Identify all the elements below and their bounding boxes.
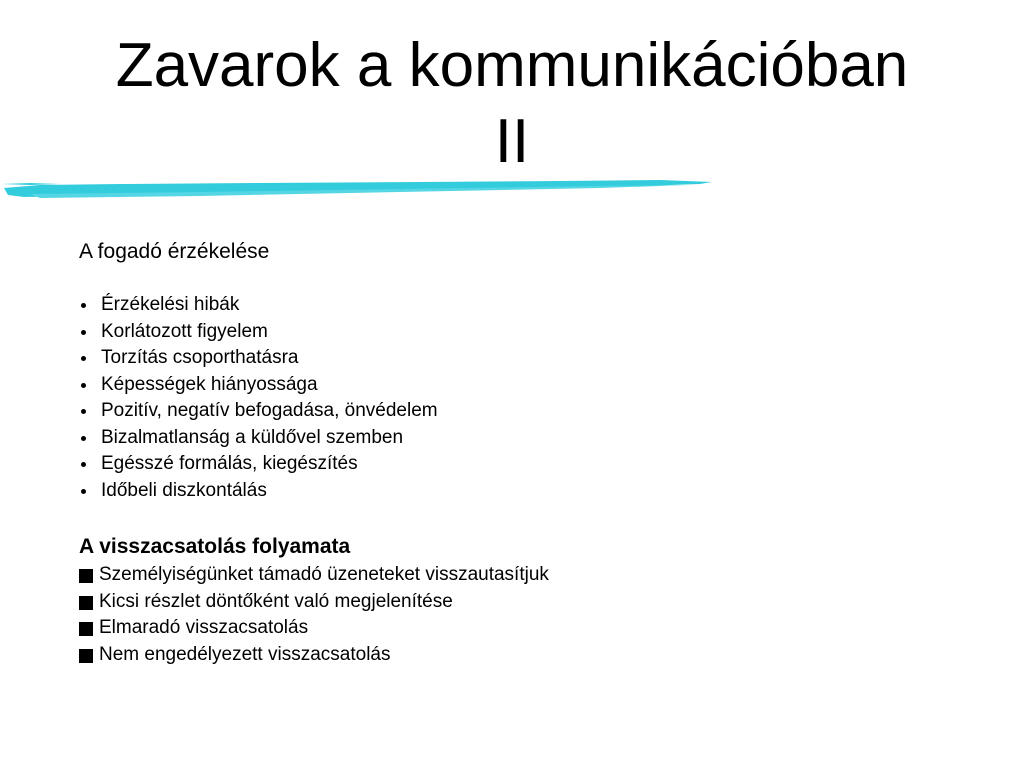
bullet-dot-icon (81, 330, 86, 335)
list-item-text: Kicsi részlet döntőként való megjelenítése (99, 590, 453, 612)
section-heading-feedback: A visszacsatolás folyamata (79, 535, 351, 558)
brush-stroke-divider (0, 174, 730, 206)
bullet-dot-icon (81, 383, 86, 388)
list-item-text: Képességek hiányossága (101, 373, 318, 395)
bullet-dot-icon (81, 462, 86, 467)
list-item (79, 451, 438, 478)
title-line-1: Zavarok a kommunikációban (115, 31, 909, 100)
list-item (79, 642, 549, 669)
list-item (79, 292, 438, 319)
bullet-dot-icon (81, 356, 86, 361)
list-item (79, 478, 438, 505)
brush-stroke-wisp (2, 183, 60, 185)
list-item-text: Egésszé formálás, kiegészítés (101, 453, 358, 474)
square-bullet-icon (79, 649, 93, 663)
list-item-text: Korlátozott figyelem (101, 320, 268, 342)
bullet-dot-icon (81, 436, 86, 441)
list-item (79, 425, 438, 452)
bullet-dot-icon (81, 489, 86, 494)
list-item-text: Nem engedélyezett visszacsatolás (99, 643, 391, 665)
list-item-text: Érzékelési hibák (101, 294, 240, 315)
list-item-text: Pozitív, negatív befogadása, önvédelem (101, 400, 438, 421)
section-heading-reception: A fogadó érzékelése (79, 240, 270, 263)
list-item (79, 589, 549, 616)
list-item-text: Torzítás csoporthatásra (101, 347, 299, 368)
slide-title (60, 28, 964, 180)
square-bullet-icon (79, 569, 93, 583)
list-item-text: Időbeli diszkontálás (101, 479, 267, 501)
reception-list (79, 292, 438, 504)
list-item (79, 372, 438, 399)
list-item-text: Személyiségünket támadó üzeneteket visszautasítjuk (99, 564, 549, 585)
list-item (79, 319, 438, 346)
square-bullet-icon (79, 596, 93, 610)
list-item (79, 562, 549, 589)
list-item (79, 398, 438, 425)
feedback-list (79, 562, 549, 668)
list-item-text: Elmaradó visszacsatolás (99, 617, 309, 638)
list-item-text: Bizalmatlanság a küldővel szemben (101, 426, 404, 448)
square-bullet-icon (79, 622, 93, 636)
title-line-2: II (494, 107, 530, 176)
list-item (79, 345, 438, 372)
bullet-dot-icon (81, 303, 86, 308)
bullet-dot-icon (81, 409, 86, 414)
list-item (79, 615, 549, 642)
